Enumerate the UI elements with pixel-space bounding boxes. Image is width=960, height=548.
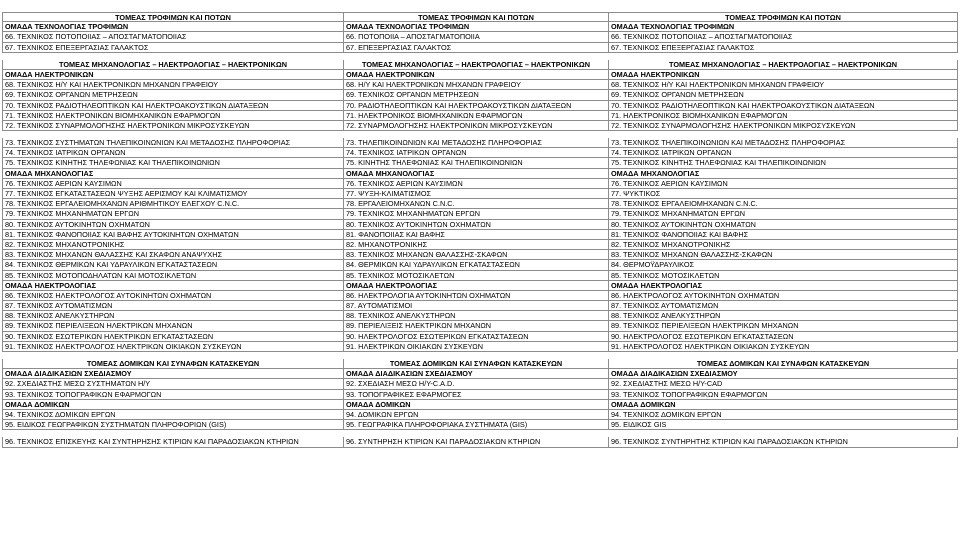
- table-row: [2, 437, 958, 447]
- table-cell: 72. ΣΥΝΑΡΜΟΛΟΓΗΣΗΣ ΗΛΕΚΤΡΟΝΙΚΩΝ ΜΙΚΡΟΣΥΣΚΕΥΩΝ: [344, 121, 609, 131]
- table-cell: 78. ΤΕΧΝΙΚΟΣ ΕΡΓΑΛΕΙΟΜΗΧΑΝΩΝ ΑΡΙΘΜΗΤΙΚΟΥ ΕΛΕΓΧΟΥ C.N.C.: [2, 199, 344, 209]
- table-cell: 67. ΤΕΧΝΙΚΟΣ ΕΠΕΞΕΡΓΑΣΙΑΣ ΓΑΛΑΚΤΟΣ: [2, 43, 344, 53]
- table-cell: ΤΟΜΕΑΣ ΤΡΟΦΙΜΩΝ ΚΑΙ ΠΟΤΩΝ: [609, 12, 958, 22]
- table-cell: 74. ΤΕΧΝΙΚΟΣ ΙΑΤΡΙΚΩΝ ΟΡΓΑΝΩΝ: [2, 148, 344, 158]
- table-cell: ΟΜΑΔΑ ΜΗΧΑΝΟΛΟΓΙΑΣ: [609, 169, 958, 179]
- table-cell: 86. ΤΕΧΝΙΚΟΣ ΗΛΕΚΤΡΟΛΟΓΟΣ ΑΥΤΟΚΙΝΗΤΩΝ ΟΧΗΜΑΤΩΝ: [2, 291, 344, 301]
- table-cell: 89. ΤΕΧΝΙΚΟΣ ΠΕΡΙΕΛΙΞΕΩΝ ΗΛΕΚΤΡΙΚΩΝ ΜΗΧΑΝΩΝ: [2, 321, 344, 331]
- table-cell: ΤΟΜΕΑΣ ΜΗΧΑΝΟΛΟΓΙΑΣ – ΗΛΕΚΤΡΟΛΟΓΙΑΣ – ΗΛΕΚΤΡΟΝΙΚΩΝ: [344, 60, 609, 70]
- table-cell: 78. ΕΡΓΑΛΕΙΟΜΗΧΑΝΩΝ C.N.C.: [344, 199, 609, 209]
- table-cell: 67. ΤΕΧΝΙΚΟΣ ΕΠΕΞΕΡΓΑΣΙΑΣ ΓΑΛΑΚΤΟΣ: [609, 43, 958, 53]
- table-cell: 95. ΕΙΔΙΚΟΣ GIS: [609, 420, 958, 430]
- table-cell: 79. ΤΕΧΝΙΚΟΣ ΜΗΧΑΝΗΜΑΤΩΝ ΕΡΓΩΝ: [344, 209, 609, 219]
- table-cell: 91. ΗΛΕΚΤΡΟΛΟΓΟΣ ΗΛΕΚΤΡΙΚΩΝ ΟΙΚΙΑΚΩΝ ΣΥΣΚΕΥΩΝ: [609, 342, 958, 352]
- table-row: [2, 101, 958, 111]
- table-cell: 96. ΣΥΝΤΗΡΗΣΗ ΚΤΙΡΙΩΝ ΚΑΙ ΠΑΡΑΔΟΣΙΑΚΩΝ ΚΤΗΡΙΩΝ: [344, 437, 609, 447]
- table-cell: 82. ΜΗΧΑΝΟΤΡΟΝΙΚΗΣ: [344, 240, 609, 250]
- table-cell: 87. ΤΕΧΝΙΚΟΣ ΑΥΤΟΜΑΤΙΣΜΩΝ: [609, 301, 958, 311]
- table-row: [2, 199, 958, 209]
- group-header-row: [2, 400, 958, 410]
- table-row: [2, 291, 958, 301]
- table-cell: 94. ΔΟΜΙΚΩΝ ΕΡΓΩΝ: [344, 410, 609, 420]
- table-cell: 85. ΤΕΧΝΙΚΟΣ ΜΟΤΟΣΙΚΛΕΤΩΝ: [609, 271, 958, 281]
- table-cell: 90. ΗΛΕΚΤΡΟΛΟΓΟΣ ΕΣΩΤΕΡΙΚΩΝ ΕΓΚΑΤΑΣΤΑΣΕΩΝ: [344, 332, 609, 342]
- table-cell: 76. ΤΕΧΝΙΚΟΣ ΑΕΡΙΩΝ ΚΑΥΣΙΜΩΝ: [2, 179, 344, 189]
- table-cell: 72. ΤΕΧΝΙΚΟΣ ΣΥΝΑΡΜΟΛΟΓΗΣΗΣ ΗΛΕΚΤΡΟΝΙΚΩΝ ΜΙΚΡΟΣΥΣΚΕΥΩΝ: [609, 121, 958, 131]
- table-cell: [344, 430, 609, 437]
- table-cell: 82. ΤΕΧΝΙΚΟΣ ΜΗΧΑΝΟΤΡΟΝΙΚΗΣ: [2, 240, 344, 250]
- table-cell: ΤΟΜΕΑΣ ΤΡΟΦΙΜΩΝ ΚΑΙ ΠΟΤΩΝ: [344, 12, 609, 22]
- table-row: [2, 332, 958, 342]
- table-cell: 76. ΤΕΧΝΙΚΟΣ ΑΕΡΙΩΝ ΚΑΥΣΙΜΩΝ: [344, 179, 609, 189]
- table-cell: [609, 352, 958, 359]
- table-cell: 69. ΤΕΧΝΙΚΟΣ ΟΡΓΑΝΩΝ ΜΕΤΡΗΣΕΩΝ: [2, 90, 344, 100]
- table-cell: 93. ΤΕΧΝΙΚΟΣ ΤΟΠΟΓΡΑΦΙΚΩΝ ΕΦΑΡΜΟΓΩΝ: [609, 390, 958, 400]
- spacer-row: [2, 430, 958, 437]
- table-cell: 66. ΠΟΤΟΠΟΙΙΑ – ΑΠΟΣΤΑΓΜΑΤΟΠΟΙΙΑ: [344, 32, 609, 42]
- table-row: [2, 189, 958, 199]
- table-cell: [344, 131, 609, 138]
- table-row: [2, 342, 958, 352]
- table-cell: 69. ΤΕΧΝΙΚΟΣ ΟΡΓΑΝΩΝ ΜΕΤΡΗΣΕΩΝ: [344, 90, 609, 100]
- table-cell: 74. ΤΕΧΝΙΚΟΣ ΙΑΤΡΙΚΩΝ ΟΡΓΑΝΩΝ: [609, 148, 958, 158]
- table-cell: 94. ΤΕΧΝΙΚΟΣ ΔΟΜΙΚΩΝ ΕΡΓΩΝ: [2, 410, 344, 420]
- table-cell: 92. ΣΧΕΔΙΑΣΤΗΣ ΜΕΣΩ ΣΥΣΤΗΜΑΤΩΝ Η/Υ: [2, 379, 344, 389]
- group-header-row: [2, 70, 958, 80]
- table-row: [2, 111, 958, 121]
- table-cell: 81. ΦΑΝΟΠΟΙΙΑΣ ΚΑΙ ΒΑΦΗΣ: [344, 230, 609, 240]
- table-cell: 68. ΤΕΧΝΙΚΟΣ Η/Υ ΚΑΙ ΗΛΕΚΤΡΟΝΙΚΩΝ ΜΗΧΑΝΩΝ ΓΡΑΦΕΙΟΥ: [609, 80, 958, 90]
- table-row: [2, 43, 958, 53]
- table-cell: 77. ΤΕΧΝΙΚΟΣ ΕΓΚΑΤΑΣΤΑΣΕΩΝ ΨΥΞΗΣ ΑΕΡΙΣΜΟΥ ΚΑΙ ΚΛΙΜΑΤΙΣΜΟΥ: [2, 189, 344, 199]
- table-cell: 81. ΤΕΧΝΙΚΟΣ ΦΑΝΟΠΟΙΙΑΣ ΚΑΙ ΒΑΦΗΣ ΑΥΤΟΚΙΝΗΤΩΝ ΟΧΗΜΑΤΩΝ: [2, 230, 344, 240]
- table-cell: 69. ΤΕΧΝΙΚΟΣ ΟΡΓΑΝΩΝ ΜΕΤΡΗΣΕΩΝ: [609, 90, 958, 100]
- table-cell: ΤΟΜΕΑΣ ΔΟΜΙΚΩΝ ΚΑΙ ΣΥΝΑΦΩΝ ΚΑΤΑΣΚΕΥΩΝ: [609, 359, 958, 369]
- table-cell: [2, 131, 344, 138]
- table-cell: 71. ΗΛΕΚΤΡΟΝΙΚΟΣ ΒΙΟΜΗΧΑΝΙΚΩΝ ΕΦΑΡΜΟΓΩΝ: [344, 111, 609, 121]
- table-row: [2, 410, 958, 420]
- table-cell: 68. Η/Υ ΚΑΙ ΗΛΕΚΤΡΟΝΙΚΩΝ ΜΗΧΑΝΩΝ ΓΡΑΦΕΙΟΥ: [344, 80, 609, 90]
- table-cell: [344, 352, 609, 359]
- table-cell: [2, 53, 344, 60]
- specialties-table: [2, 12, 958, 448]
- table-cell: 68. ΤΕΧΝΙΚΟΣ Η/Υ ΚΑΙ ΗΛΕΚΤΡΟΝΙΚΩΝ ΜΗΧΑΝΩΝ ΓΡΑΦΕΙΟΥ: [2, 80, 344, 90]
- table-cell: ΟΜΑΔΑ ΗΛΕΚΤΡΟΝΙΚΩΝ: [609, 70, 958, 80]
- table-cell: [344, 53, 609, 60]
- table-cell: 84. ΘΕΡΜΙΚΩΝ ΚΑΙ ΥΔΡΑΥΛΙΚΩΝ ΕΓΚΑΤΑΣΤΑΣΕΩΝ: [344, 260, 609, 270]
- table-cell: 86. ΗΛΕΚΤΡΟΛΟΓΙΑ ΑΥΤΟΚΙΝΗΤΩΝ ΟΧΗΜΑΤΩΝ: [344, 291, 609, 301]
- table-cell: ΟΜΑΔΑ ΔΟΜΙΚΩΝ: [609, 400, 958, 410]
- table-cell: ΟΜΑΔΑ ΗΛΕΚΤΡΟΛΟΓΙΑΣ: [609, 281, 958, 291]
- table-cell: ΟΜΑΔΑ ΜΗΧΑΝΟΛΟΓΙΑΣ: [2, 169, 344, 179]
- table-cell: 85. ΤΕΧΝΙΚΟΣ ΜΟΤΟΣΙΚΛΕΤΩΝ: [344, 271, 609, 281]
- table-row: [2, 240, 958, 250]
- table-cell: ΟΜΑΔΑ ΤΕΧΝΟΛΟΓΙΑΣ ΤΡΟΦΙΜΩΝ: [344, 22, 609, 32]
- spacer-row: [2, 53, 958, 60]
- table-cell: 84. ΘΕΡΜΟΫΔΡΑΥΛΙΚΟΣ: [609, 260, 958, 270]
- table-cell: ΟΜΑΔΑ ΗΛΕΚΤΡΟΝΙΚΩΝ: [2, 70, 344, 80]
- table-cell: 85. ΤΕΧΝΙΚΟΣ ΜΟΤΟΠΟΔΗΛΑΤΩΝ ΚΑΙ ΜΟΤΟΣΙΚΛΕΤΩΝ: [2, 271, 344, 281]
- table-cell: 72. ΤΕΧΝΙΚΟΣ ΣΥΝΑΡΜΟΛΟΓΗΣΗΣ ΗΛΕΚΤΡΟΝΙΚΩΝ ΜΙΚΡΟΣΥΣΚΕΥΩΝ: [2, 121, 344, 131]
- table-cell: 90. ΤΕΧΝΙΚΟΣ ΕΣΩΤΕΡΙΚΩΝ ΗΛΕΚΤΡΙΚΩΝ ΕΓΚΑΤΑΣΤΑΣΕΩΝ: [2, 332, 344, 342]
- table-cell: 82. ΤΕΧΝΙΚΟΣ ΜΗΧΑΝΟΤΡΟΝΙΚΗΣ: [609, 240, 958, 250]
- table-cell: 67. ΕΠΕΞΕΡΓΑΣΙΑΣ ΓΑΛΑΚΤΟΣ: [344, 43, 609, 53]
- table-cell: [2, 352, 344, 359]
- table-cell: ΟΜΑΔΑ ΗΛΕΚΤΡΟΝΙΚΩΝ: [344, 70, 609, 80]
- table-cell: 83. ΤΕΧΝΙΚΟΣ ΜΗΧΑΝΩΝ ΘΑΛΑΣΣΗΣ-ΣΚΑΦΩΝ: [609, 250, 958, 260]
- table-cell: 96. ΤΕΧΝΙΚΟΣ ΣΥΝΤΗΡΗΤΗΣ ΚΤΙΡΙΩΝ ΚΑΙ ΠΑΡΑΔΟΣΙΑΚΩΝ ΚΤΗΡΙΩΝ: [609, 437, 958, 447]
- table-row: [2, 321, 958, 331]
- table-cell: 73. ΤΕΧΝΙΚΟΣ ΤΗΛΕΠΙΚΟΙΝΩΝΙΩΝ ΚΑΙ ΜΕΤΑΔΟΣΗΣ ΠΛΗΡΟΦΟΡΙΑΣ: [609, 138, 958, 148]
- table-cell: 75. ΤΕΧΝΙΚΟΣ ΚΙΝΗΤΗΣ ΤΗΛΕΦΩΝΙΑΣ ΚΑΙ ΤΗΛΕΠΙΚΟΙΝΩΝΙΩΝ: [2, 158, 344, 168]
- table-cell: 70. ΤΕΧΝΙΚΟΣ ΡΑΔΙΟΤΗΛΕΟΠΤΙΚΩΝ ΚΑΙ ΗΛΕΚΤΡΟΑΚΟΥΣΤΙΚΩΝ ΔΙΑΤΑΞΕΩΝ: [609, 101, 958, 111]
- table-cell: 75. ΚΙΝΗΤΗΣ ΤΗΛΕΦΩΝΙΑΣ ΚΑΙ ΤΗΛΕΠΙΚΟΙΝΩΝΙΩΝ: [344, 158, 609, 168]
- table-row: [2, 220, 958, 230]
- table-row: [2, 390, 958, 400]
- table-cell: 88. ΤΕΧΝΙΚΟΣ ΑΝΕΛΚΥΣΤΗΡΩΝ: [2, 311, 344, 321]
- table-cell: 81. ΤΕΧΝΙΚΟΣ ΦΑΝΟΠΟΙΙΑΣ ΚΑΙ ΒΑΦΗΣ: [609, 230, 958, 240]
- table-cell: 70. ΡΑΔΙΟΤΗΛΕΟΠΤΙΚΩΝ ΚΑΙ ΗΛΕΚΤΡΟΑΚΟΥΣΤΙΚΩΝ ΔΙΑΤΑΞΕΩΝ: [344, 101, 609, 111]
- table-cell: 70. ΤΕΧΝΙΚΟΣ ΡΑΔΙΟΤΗΛΕΟΠΤΙΚΩΝ ΚΑΙ ΗΛΕΚΤΡΟΑΚΟΥΣΤΙΚΩΝ ΔΙΑΤΑΞΕΩΝ: [2, 101, 344, 111]
- table-cell: [609, 53, 958, 60]
- sector-header-row: [2, 12, 958, 22]
- table-cell: 92. ΣΧΕΔΙΑΣΤΗΣ ΜΕΣΩ Η/Υ-CAD: [609, 379, 958, 389]
- group-header-row: [2, 281, 958, 291]
- table-cell: 73. ΤΕΧΝΙΚΟΣ ΣΥΣΤΗΜΑΤΩΝ ΤΗΛΕΠΙΚΟΙΝΩΝΙΩΝ ΚΑΙ ΜΕΤΑΔΟΣΗΣ ΠΛΗΡΟΦΟΡΙΑΣ: [2, 138, 344, 148]
- table-cell: [609, 131, 958, 138]
- table-cell: 87. ΑΥΤΟΜΑΤΙΣΜΟΙ: [344, 301, 609, 311]
- table-cell: 83. ΤΕΧΝΙΚΟΣ ΜΗΧΑΝΩΝ ΘΑΛΑΣΣΗΣ ΚΑΙ ΣΚΑΦΩΝ ΑΝΑΨΥΧΗΣ: [2, 250, 344, 260]
- spacer-row: [2, 131, 958, 138]
- table-row: [2, 250, 958, 260]
- table-cell: ΟΜΑΔΑ ΔΟΜΙΚΩΝ: [2, 400, 344, 410]
- table-cell: 95. ΕΙΔΙΚΟΣ ΓΕΩΓΡΑΦΙΚΩΝ ΣΥΣΤΗΜΑΤΩΝ ΠΛΗΡΟΦΟΡΙΩΝ (GIS): [2, 420, 344, 430]
- table-row: [2, 230, 958, 240]
- table-cell: 94. ΤΕΧΝΙΚΟΣ ΔΟΜΙΚΩΝ ΕΡΓΩΝ: [609, 410, 958, 420]
- table-cell: ΤΟΜΕΑΣ ΔΟΜΙΚΩΝ ΚΑΙ ΣΥΝΑΦΩΝ ΚΑΤΑΣΚΕΥΩΝ: [2, 359, 344, 369]
- table-cell: ΤΟΜΕΑΣ ΜΗΧΑΝΟΛΟΓΙΑΣ – ΗΛΕΚΤΡΟΛΟΓΙΑΣ – ΗΛΕΚΤΡΟΝΙΚΩΝ: [609, 60, 958, 70]
- table-cell: 79. ΤΕΧΝΙΚΟΣ ΜΗΧΑΝΗΜΑΤΩΝ ΕΡΓΩΝ: [609, 209, 958, 219]
- group-header-row: [2, 369, 958, 379]
- table-cell: ΟΜΑΔΑ ΔΙΑΔΙΚΑΣΙΩΝ ΣΧΕΔΙΑΣΜΟΥ: [2, 369, 344, 379]
- table-row: [2, 311, 958, 321]
- table-cell: 73. ΤΗΛΕΠΙΚΟΙΝΩΝΙΩΝ ΚΑΙ ΜΕΤΑΔΟΣΗΣ ΠΛΗΡΟΦΟΡΙΑΣ: [344, 138, 609, 148]
- sector-header-row: [2, 60, 958, 70]
- table-cell: 88. ΤΕΧΝΙΚΟΣ ΑΝΕΛΚΥΣΤΗΡΩΝ: [344, 311, 609, 321]
- table-cell: 80. ΤΕΧΝΙΚΟΣ ΑΥΤΟΚΙΝΗΤΩΝ ΟΧΗΜΑΤΩΝ: [2, 220, 344, 230]
- table-cell: 87. ΤΕΧΝΙΚΟΣ ΑΥΤΟΜΑΤΙΣΜΩΝ: [2, 301, 344, 311]
- table-cell: 77. ΨΥΚΤΙΚΟΣ: [609, 189, 958, 199]
- table-cell: ΟΜΑΔΑ ΔΙΑΔΙΚΑΣΙΩΝ ΣΧΕΔΙΑΣΜΟΥ: [344, 369, 609, 379]
- table-cell: ΤΟΜΕΑΣ ΜΗΧΑΝΟΛΟΓΙΑΣ – ΗΛΕΚΤΡΟΛΟΓΙΑΣ – ΗΛΕΚΤΡΟΝΙΚΩΝ: [2, 60, 344, 70]
- table-row: [2, 179, 958, 189]
- table-cell: ΟΜΑΔΑ ΤΕΧΝΟΛΟΓΙΑΣ ΤΡΟΦΙΜΩΝ: [609, 22, 958, 32]
- table-cell: 71. ΗΛΕΚΤΡΟΝΙΚΟΣ ΒΙΟΜΗΧΑΝΙΚΩΝ ΕΦΑΡΜΟΓΩΝ: [609, 111, 958, 121]
- table-cell: 77. ΨΥΞΗ-ΚΛΙΜΑΤΙΣΜΟΣ: [344, 189, 609, 199]
- table-cell: 83. ΤΕΧΝΙΚΟΣ ΜΗΧΑΝΩΝ ΘΑΛΑΣΣΗΣ-ΣΚΑΦΩΝ: [344, 250, 609, 260]
- table-row: [2, 260, 958, 270]
- table-cell: 78. ΤΕΧΝΙΚΟΣ ΕΡΓΑΛΕΙΟΜΗΧΑΝΩΝ C.N.C.: [609, 199, 958, 209]
- table-cell: 74. ΤΕΧΝΙΚΟΣ ΙΑΤΡΙΚΩΝ ΟΡΓΑΝΩΝ: [344, 148, 609, 158]
- table-cell: 96. ΤΕΧΝΙΚΟΣ ΕΠΙΣΚΕΥΗΣ ΚΑΙ ΣΥΝΤΗΡΗΣΗΣ ΚΤΙΡΙΩΝ ΚΑΙ ΠΑΡΑΔΟΣΙΑΚΩΝ ΚΤΗΡΙΩΝ: [2, 437, 344, 447]
- table-row: [2, 158, 958, 168]
- table-cell: [609, 430, 958, 437]
- table-cell: 89. ΤΕΧΝΙΚΟΣ ΠΕΡΙΕΛΙΞΕΩΝ ΗΛΕΚΤΡΙΚΩΝ ΜΗΧΑΝΩΝ: [609, 321, 958, 331]
- table-cell: ΟΜΑΔΑ ΤΕΧΝΟΛΟΓΙΑΣ ΤΡΟΦΙΜΩΝ: [2, 22, 344, 32]
- table-row: [2, 420, 958, 430]
- table-cell: 93. ΤΕΧΝΙΚΟΣ ΤΟΠΟΓΡΑΦΙΚΩΝ ΕΦΑΡΜΟΓΩΝ: [2, 390, 344, 400]
- table-cell: 91. ΗΛΕΚΤΡΙΚΩΝ ΟΙΚΙΑΚΩΝ ΣΥΣΚΕΥΩΝ: [344, 342, 609, 352]
- table-cell: 80. ΤΕΧΝΙΚΟΣ ΑΥΤΟΚΙΝΗΤΩΝ ΟΧΗΜΑΤΩΝ: [609, 220, 958, 230]
- table-row: [2, 138, 958, 148]
- table-row: [2, 148, 958, 158]
- table-row: [2, 301, 958, 311]
- table-cell: ΟΜΑΔΑ ΜΗΧΑΝΟΛΟΓΙΑΣ: [344, 169, 609, 179]
- table-cell: 66. ΤΕΧΝΙΚΟΣ ΠΟΤΟΠΟΙΙΑΣ – ΑΠΟΣΤΑΓΜΑΤΟΠΟΙΙΑΣ: [2, 32, 344, 42]
- sector-header-row: [2, 359, 958, 369]
- table-cell: 91. ΤΕΧΝΙΚΟΣ ΗΛΕΚΤΡΟΛΟΓΟΣ ΗΛΕΚΤΡΙΚΩΝ ΟΙΚΙΑΚΩΝ ΣΥΣΚΕΥΩΝ: [2, 342, 344, 352]
- table-cell: ΟΜΑΔΑ ΗΛΕΚΤΡΟΛΟΓΙΑΣ: [344, 281, 609, 291]
- table-cell: 88. ΤΕΧΝΙΚΟΣ ΑΝΕΛΚΥΣΤΗΡΩΝ: [609, 311, 958, 321]
- table-row: [2, 271, 958, 281]
- table-cell: ΟΜΑΔΑ ΔΟΜΙΚΩΝ: [344, 400, 609, 410]
- table-cell: ΟΜΑΔΑ ΔΙΑΔΙΚΑΣΙΩΝ ΣΧΕΔΙΑΣΜΟΥ: [609, 369, 958, 379]
- table-row: [2, 121, 958, 131]
- table-cell: 76. ΤΕΧΝΙΚΟΣ ΑΕΡΙΩΝ ΚΑΥΣΙΜΩΝ: [609, 179, 958, 189]
- group-header-row: [2, 169, 958, 179]
- table-cell: 80. ΤΕΧΝΙΚΟΣ ΑΥΤΟΚΙΝΗΤΩΝ ΟΧΗΜΑΤΩΝ: [344, 220, 609, 230]
- table-cell: 89. ΠΕΡΙΕΛΙΞΕΙΣ ΗΛΕΚΤΡΙΚΩΝ ΜΗΧΑΝΩΝ: [344, 321, 609, 331]
- group-header-row: [2, 22, 958, 32]
- table-cell: 90. ΗΛΕΚΤΡΟΛΟΓΟΣ ΕΣΩΤΕΡΙΚΩΝ ΕΓΚΑΤΑΣΤΑΣΕΩΝ: [609, 332, 958, 342]
- table-cell: 86. ΗΛΕΚΤΡΟΛΟΓΟΣ ΑΥΤΟΚΙΝΗΤΩΝ ΟΧΗΜΑΤΩΝ: [609, 291, 958, 301]
- table-row: [2, 379, 958, 389]
- table-cell: 84. ΤΕΧΝΙΚΟΣ ΘΕΡΜΙΚΩΝ ΚΑΙ ΥΔΡΑΥΛΙΚΩΝ ΕΓΚΑΤΑΣΤΑΣΕΩΝ: [2, 260, 344, 270]
- spacer-row: [2, 352, 958, 359]
- table-cell: 79. ΤΕΧΝΙΚΟΣ ΜΗΧΑΝΗΜΑΤΩΝ ΕΡΓΩΝ: [2, 209, 344, 219]
- table-cell: 66. ΤΕΧΝΙΚΟΣ ΠΟΤΟΠΟΙΙΑΣ – ΑΠΟΣΤΑΓΜΑΤΟΠΟΙΙΑΣ: [609, 32, 958, 42]
- table-cell: ΤΟΜΕΑΣ ΔΟΜΙΚΩΝ ΚΑΙ ΣΥΝΑΦΩΝ ΚΑΤΑΣΚΕΥΩΝ: [344, 359, 609, 369]
- table-row: [2, 80, 958, 90]
- table-cell: 92. ΣΧΕΔΙΑΣΗ ΜΕΣΩ Η/Υ-C.A.D.: [344, 379, 609, 389]
- table-cell: ΤΟΜΕΑΣ ΤΡΟΦΙΜΩΝ ΚΑΙ ΠΟΤΩΝ: [2, 12, 344, 22]
- table-cell: 75. ΤΕΧΝΙΚΟΣ ΚΙΝΗΤΗΣ ΤΗΛΕΦΩΝΙΑΣ ΚΑΙ ΤΗΛΕΠΙΚΟΙΝΩΝΙΩΝ: [609, 158, 958, 168]
- table-cell: ΟΜΑΔΑ ΗΛΕΚΤΡΟΛΟΓΙΑΣ: [2, 281, 344, 291]
- table-row: [2, 32, 958, 42]
- table-cell: 71. ΤΕΧΝΙΚΟΣ ΗΛΕΚΤΡΟΝΙΚΩΝ ΒΙΟΜΗΧΑΝΙΚΩΝ ΕΦΑΡΜΟΓΩΝ: [2, 111, 344, 121]
- table-row: [2, 209, 958, 219]
- table-cell: 93. ΤΟΠΟΓΡΑΦΙΚΕΣ ΕΦΑΡΜΟΓΕΣ: [344, 390, 609, 400]
- table-cell: 95. ΓΕΩΓΡΑΦΙΚΑ ΠΛΗΡΟΦΟΡΙΑΚΑ ΣΥΣΤΗΜΑΤΑ (GIS): [344, 420, 609, 430]
- table-row: [2, 90, 958, 100]
- table-cell: [2, 430, 344, 437]
